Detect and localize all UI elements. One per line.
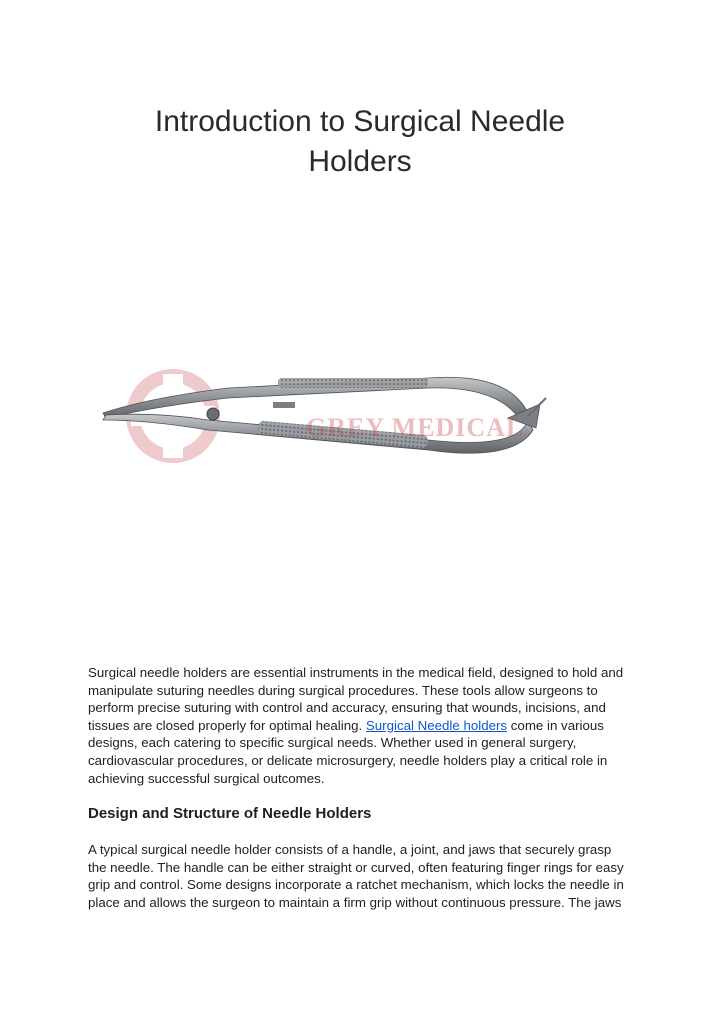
page-title: Introduction to Surgical Needle Holders xyxy=(154,105,566,178)
intro-text-before-link: Surgical needle holders are essential instruments in the medical field, designed to hold and manipulate suturing needles during surgical procedures. These tools allow surgeons to perform precise suturing with control and accuracy, ensuring that wounds, incisions, and tissues are closed properly for optimal healing. xyxy=(88,665,624,733)
section-heading: Design and Structure of Needle Holders xyxy=(88,805,372,822)
watermark-text: GREY MEDICAL xyxy=(306,413,525,442)
needle-holder-image xyxy=(88,358,548,478)
surgical-needle-holders-link[interactable]: Surgical Needle holders xyxy=(365,717,508,733)
section-paragraph: A typical surgical needle holder consists of a handle, a joint, and jaws that securely grasp the needle. The handle can be either straight or curved, often featuring finger rings for easy grip and control. Some designs incorporate a ratchet mechanism, which locks the needle in place and allows the surgeon to maintain a firm grip without continuous pressure. The jaws xyxy=(88,842,624,910)
intro-text-after-link: come in various designs, each catering to specific surgical needs. Whether used in general surgery, cardiovascular procedures, or delicate microsurgery, needle holders play a critical role in achieving successful surgical outcomes. xyxy=(88,717,608,786)
intro-paragraph xyxy=(88,664,632,787)
